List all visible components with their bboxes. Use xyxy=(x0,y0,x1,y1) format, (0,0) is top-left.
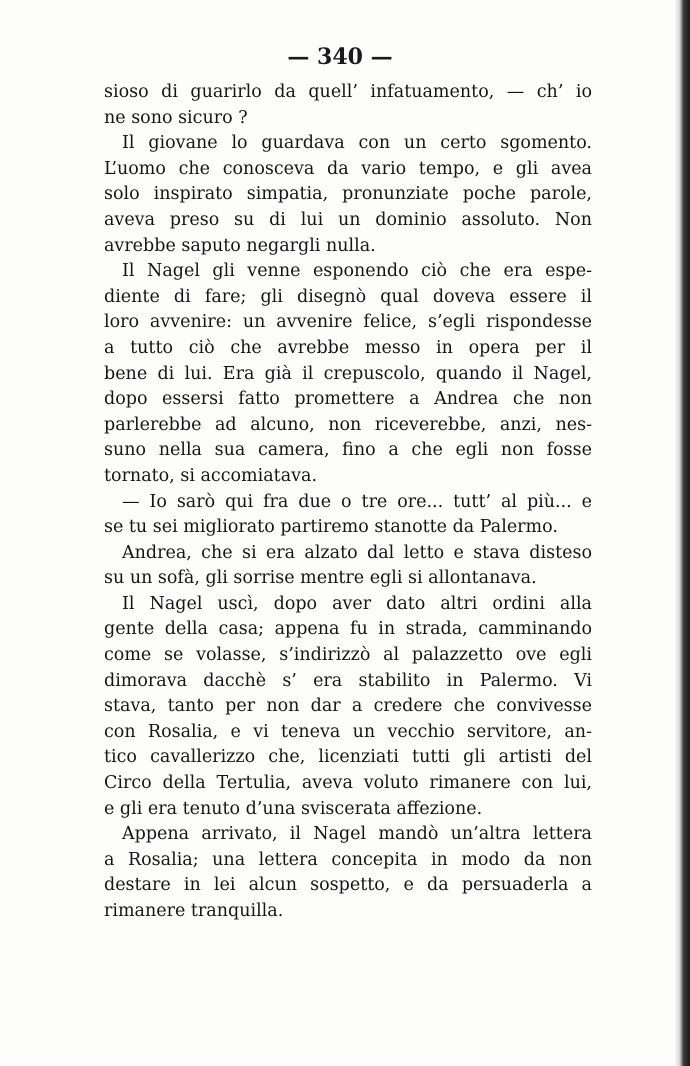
text-line: e gli era tenuto d’una sviscerata affezione. xyxy=(104,798,483,819)
paragraph xyxy=(104,822,592,924)
paragraph xyxy=(104,592,592,822)
paragraph xyxy=(104,541,592,592)
paragraph xyxy=(104,80,592,131)
text-line: dopo essersi fatto promettere a Andrea che non xyxy=(104,389,592,410)
text-line: Appena arrivato, il Nagel mandò un’altra lettera xyxy=(122,824,592,845)
body-text xyxy=(104,80,592,925)
paragraph xyxy=(104,259,592,489)
text-line: L’uomo che conosceva da vario tempo, e gli avea xyxy=(104,158,592,179)
text-line: a Rosalia; una lettera concepita in modo da non xyxy=(104,849,592,870)
text-line: loro avvenire: un avvenire felice, s’egli rispondesse xyxy=(104,312,592,333)
text-line: — Io sarò qui fra due o tre ore... tutt’ al più... e xyxy=(122,491,592,512)
text-line: a tutto ciò che avrebbe messo in opera per il xyxy=(104,337,592,358)
text-line: parlerebbe ad alcuno, non riceverebbe, anzi, nes- xyxy=(104,414,592,435)
text-line: sioso di guarirlo da quell’ infatuamento, — ch’ io xyxy=(104,82,592,102)
text-line: tornato, si accomiatava. xyxy=(104,465,318,486)
text-line: gente della casa; appena fu in strada, camminando xyxy=(104,619,592,640)
text-line: come se volasse, s’indirizzò al palazzetto ove egli xyxy=(104,645,592,666)
paragraph xyxy=(104,131,592,259)
text-line: rimanere tranquilla. xyxy=(104,901,284,921)
text-line: aveva preso su di lui un dominio assoluto. Non xyxy=(104,209,592,230)
text-line: solo inspirato simpatia, pronunziate poche parole, xyxy=(104,184,592,205)
text-line: tico cavallerizzo che, licenziati tutti gli artisti del xyxy=(104,747,592,768)
text-line: Il Nagel uscì, dopo aver dato altri ordini alla xyxy=(122,593,592,614)
text-line: dimorava dacchè s’ era stabilito in Palermo. Vi xyxy=(104,670,592,691)
text-line: stava, tanto per non dar a credere che convivesse xyxy=(104,696,592,717)
text-line: diente di fare; gli disegnò qual doveva essere il xyxy=(104,286,592,307)
paragraph xyxy=(104,490,592,541)
text-line: Andrea, che si era alzato dal letto e stava disteso xyxy=(122,542,592,563)
text-line: destare in lei alcun sospetto, e da persuaderla a xyxy=(104,875,592,896)
text-line: ne sono sicuro ? xyxy=(104,107,248,128)
text-line: Il giovane lo guardava con un certo sgomento. xyxy=(122,133,592,154)
page-number: — 340 — xyxy=(287,44,393,70)
text-line: bene di lui. Era già il crepuscolo, quando il Nagel, xyxy=(104,363,592,384)
page-binding-edge xyxy=(674,0,690,1066)
text-line: Circo della Tertulia, aveva voluto rimanere con lui, xyxy=(104,773,592,794)
text-line: avrebbe saputo negargli nulla. xyxy=(104,235,376,256)
text-line: suno nella sua camera, fino a che egli non fosse xyxy=(104,440,592,461)
text-line: su un sofà, gli sorrise mentre egli si allontanava. xyxy=(104,568,537,589)
text-line: con Rosalia, e vi teneva un vecchio servitore, an- xyxy=(104,721,592,742)
text-line: Il Nagel gli venne esponendo ciò che era espe- xyxy=(122,261,592,282)
text-line: se tu sei migliorato partiremo stanotte da Palermo. xyxy=(104,517,558,538)
